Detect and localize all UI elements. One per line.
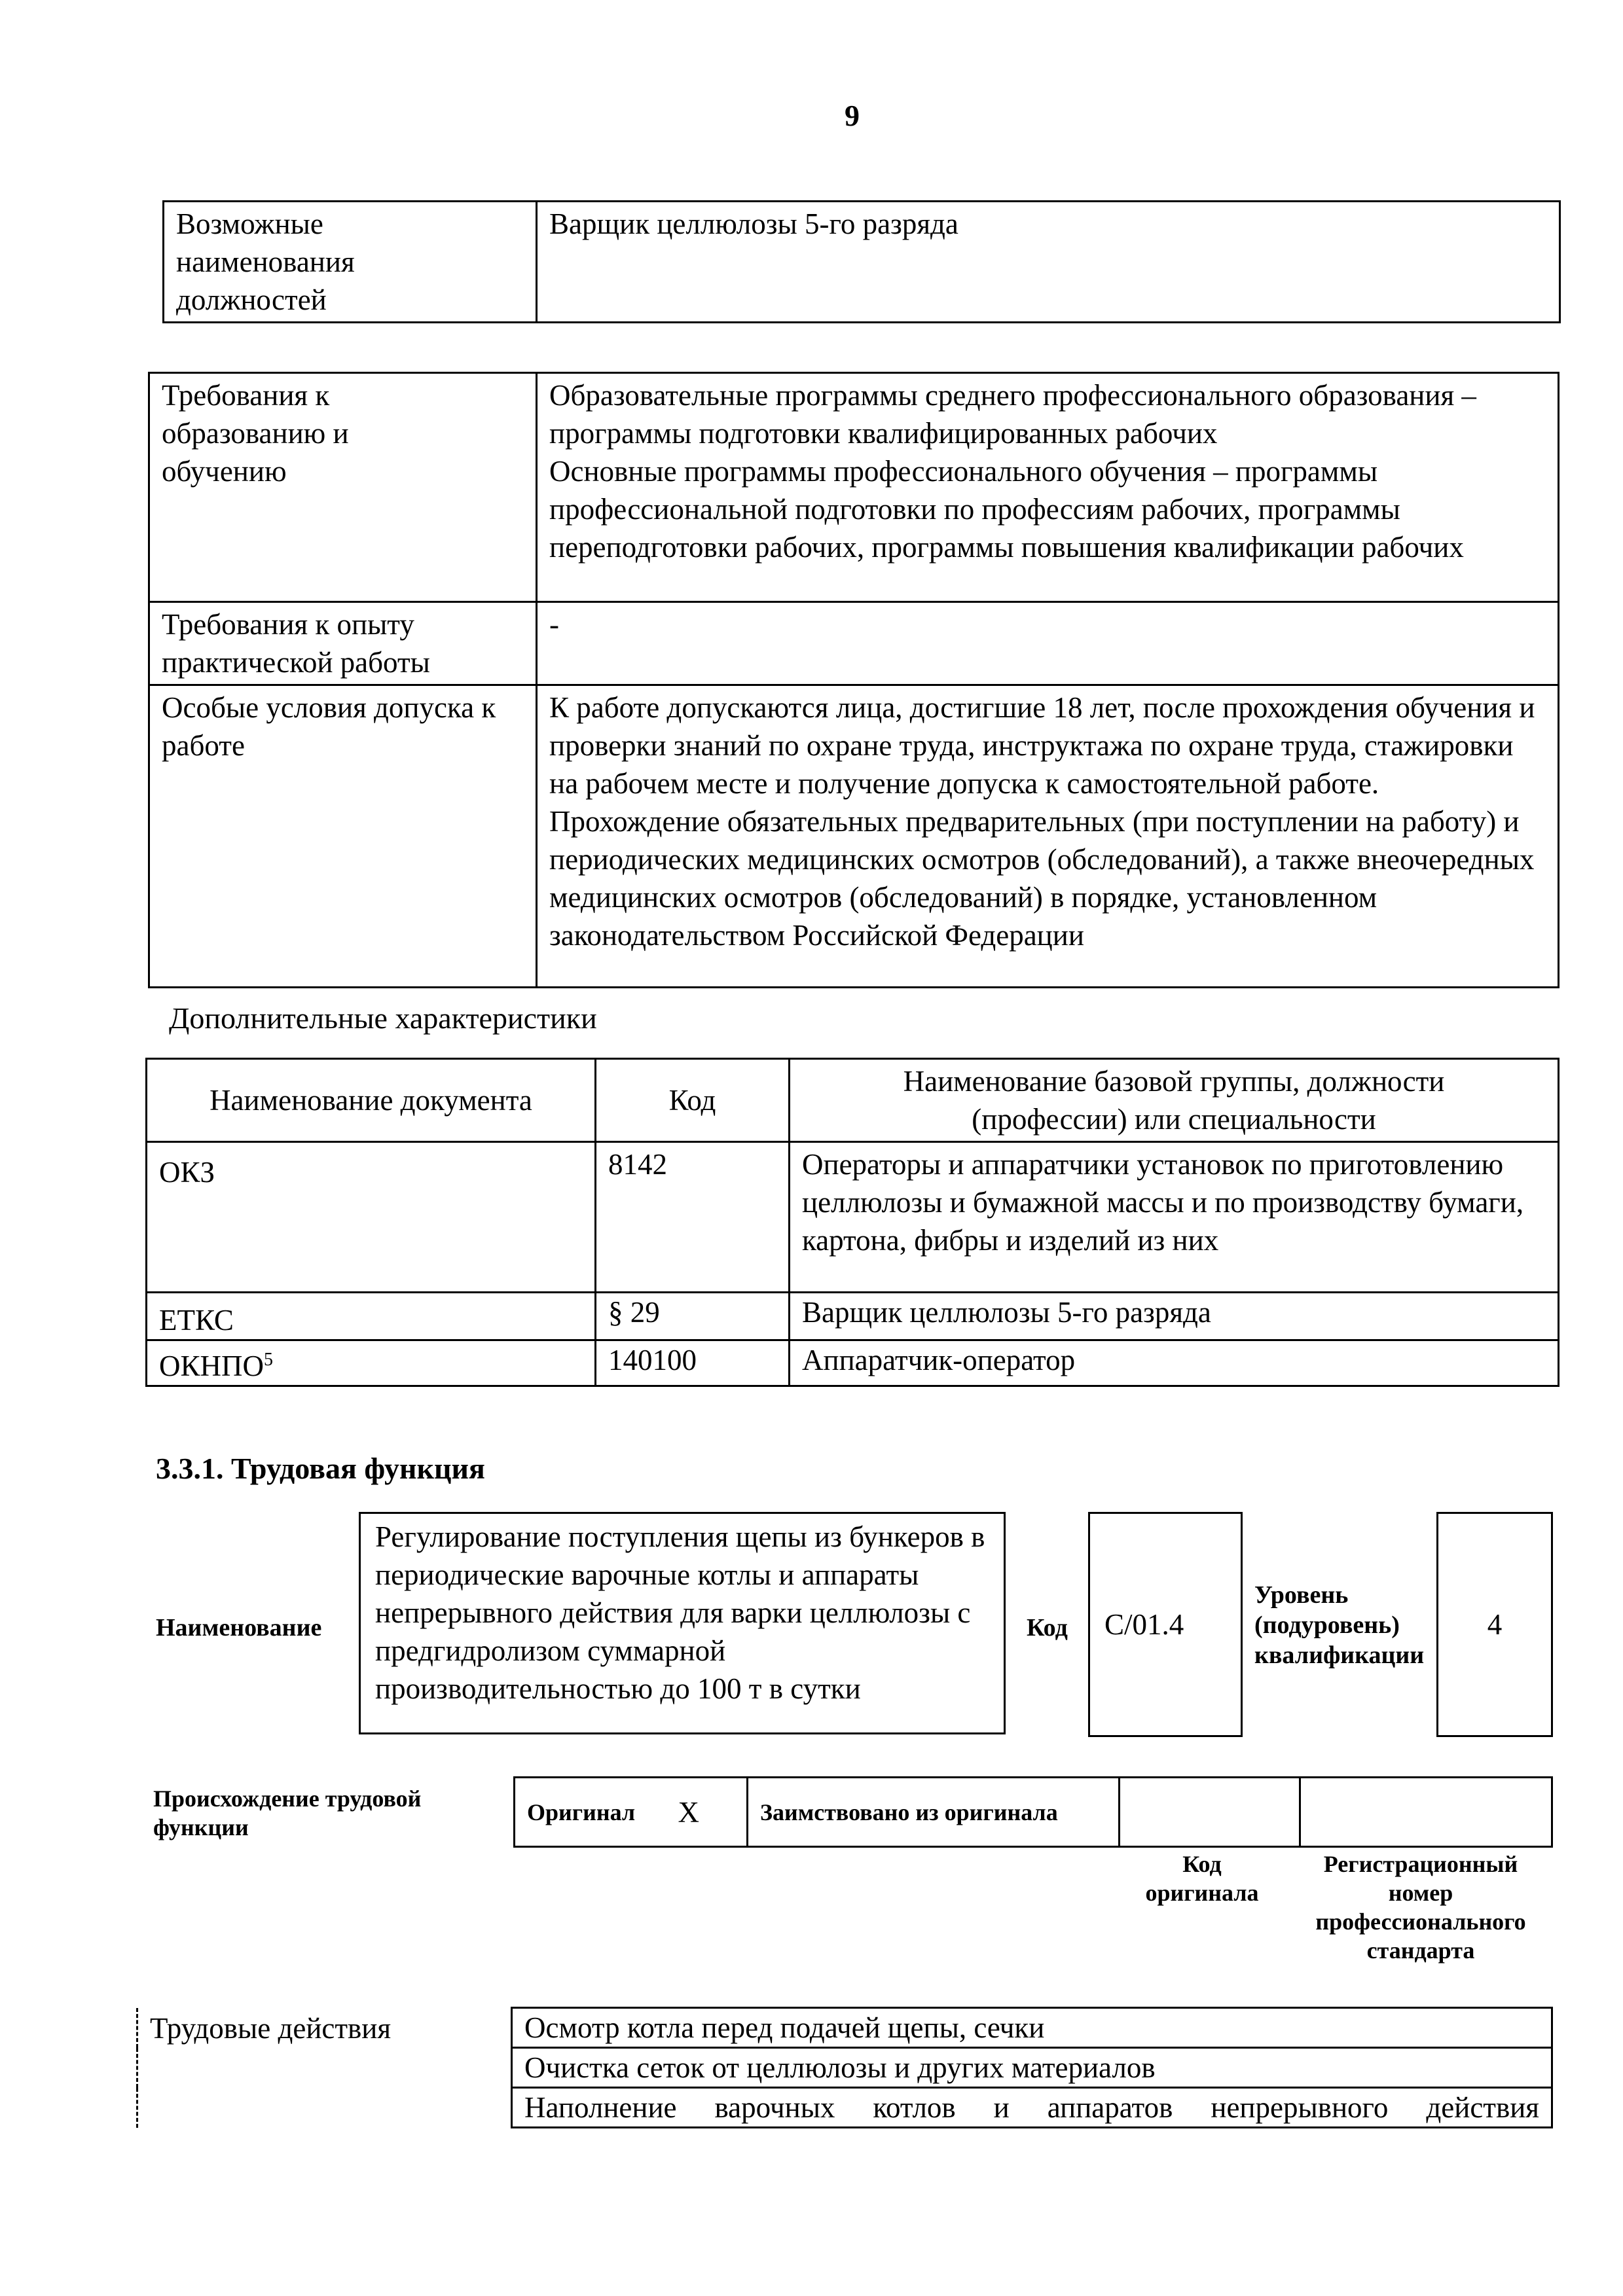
- action-item: Осмотр котла перед подачей щепы, сечки: [512, 2008, 1552, 2048]
- origin-original-mark: X: [676, 1778, 748, 1847]
- origin-reg-cell: [1300, 1778, 1552, 1847]
- additional-characteristics-title: Дополнительные характеристики: [169, 1001, 597, 1035]
- function-name-label: Наименование: [156, 1614, 322, 1641]
- row-code: § 29: [596, 1293, 790, 1340]
- origin-original-label: Оригинал: [515, 1778, 676, 1847]
- experience-value: -: [537, 602, 1559, 685]
- requirements-table: [148, 372, 1559, 988]
- actions-table: [136, 2007, 1553, 2128]
- positions-table: [162, 200, 1561, 323]
- row-name: Аппаратчик-оператор: [790, 1340, 1559, 1386]
- origin-code-cell: [1120, 1778, 1300, 1847]
- row-code: 8142: [596, 1142, 790, 1293]
- origin-label: Происхождение трудовой функции: [153, 1785, 422, 1840]
- header-code: Код: [596, 1059, 790, 1142]
- table-row: [147, 1142, 1559, 1293]
- actions-label: Трудовые действия: [137, 2008, 512, 2128]
- positions-label: Возможные наименования должностей: [164, 202, 537, 323]
- action-item: Очистка сеток от целлюлозы и других материалов: [512, 2048, 1552, 2088]
- table-row: [147, 1340, 1559, 1386]
- function-heading: 3.3.1. Трудовая функция: [156, 1452, 485, 1485]
- function-level-value: 4: [1487, 1608, 1503, 1641]
- origin-reg-caption: Регистрационный номер профессионального стандарта: [1315, 1851, 1526, 1964]
- row-document: ОКНПО$^5$: [147, 1340, 596, 1386]
- education-paragraph: Образовательные программы среднего профессионального образования – программы подготовки квалифицированных рабочих: [549, 379, 1476, 450]
- row-code: 140100: [596, 1340, 790, 1386]
- special-conditions-label: Особые условия допуска к работе: [149, 685, 537, 988]
- row-document: ЕТКС: [147, 1293, 596, 1340]
- action-item: Наполнение варочных котлов и аппаратов непрерывного действия: [512, 2088, 1552, 2128]
- origin-borrowed-label: Заимствовано из оригинала: [748, 1778, 1120, 1847]
- table-row: [147, 1293, 1559, 1340]
- header-document: Наименование документа: [147, 1059, 596, 1142]
- function-code-value: C/01.4: [1104, 1608, 1184, 1641]
- origin-table: [513, 1776, 1553, 1848]
- positions-value: Варщик целлюлозы 5-го разряда: [537, 202, 1560, 323]
- row-document: ОКЗ: [147, 1142, 596, 1293]
- additional-table: [145, 1058, 1559, 1387]
- header-name: Наименование базовой группы, должности (профессии) или специальности: [790, 1059, 1559, 1142]
- special-conditions-paragraph: Прохождение обязательных предварительных (при поступлении на работу) и периодических медицинских осмотров (обследований), а также внеочередных медицинских осмотров (обследований) в порядке, установленном законодательством Российской Федерации: [549, 805, 1535, 952]
- page-number: 9: [845, 99, 860, 132]
- experience-label: Требования к опыту практической работы: [149, 602, 537, 685]
- education-paragraph: Основные программы профессионального обучения – программы профессиональной подготовки по профессиям рабочих, программы переподготовки рабочих, программы повышения квалификации рабочих: [549, 455, 1464, 564]
- special-conditions-value: [537, 685, 1559, 988]
- education-value: [537, 373, 1559, 602]
- function-name-box: [359, 1512, 1006, 1734]
- row-name: Операторы и аппаратчики установок по приготовлению целлюлозы и бумажной массы и по производству бумаги, картона, фибры и изделий из них: [790, 1142, 1559, 1293]
- row-name: Варщик целлюлозы 5-го разряда: [790, 1293, 1559, 1340]
- special-conditions-paragraph: К работе допускаются лица, достигшие 18 лет, после прохождения обучения и проверки знаний по охране труда, инструктажа по охране труда, стажировки на рабочем месте и получение допуска к самостоятельной работе.: [549, 691, 1535, 800]
- function-level-label: Уровень (подуровень) квалификации: [1254, 1581, 1425, 1669]
- function-code-label: Код: [1027, 1614, 1068, 1641]
- education-label: Требования к образованию и обучению: [149, 373, 537, 602]
- function-code-box: [1088, 1512, 1243, 1737]
- origin-code-caption: Код оригинала: [1145, 1851, 1259, 1906]
- function-level-box: [1436, 1512, 1553, 1737]
- function-name-value: Регулирование поступления щепы из бункеров в периодические варочные котлы и аппараты непрерывного действия для варки целлюлозы с предгидролизом суммарной производительностью до 100 т в сутки: [375, 1520, 985, 1705]
